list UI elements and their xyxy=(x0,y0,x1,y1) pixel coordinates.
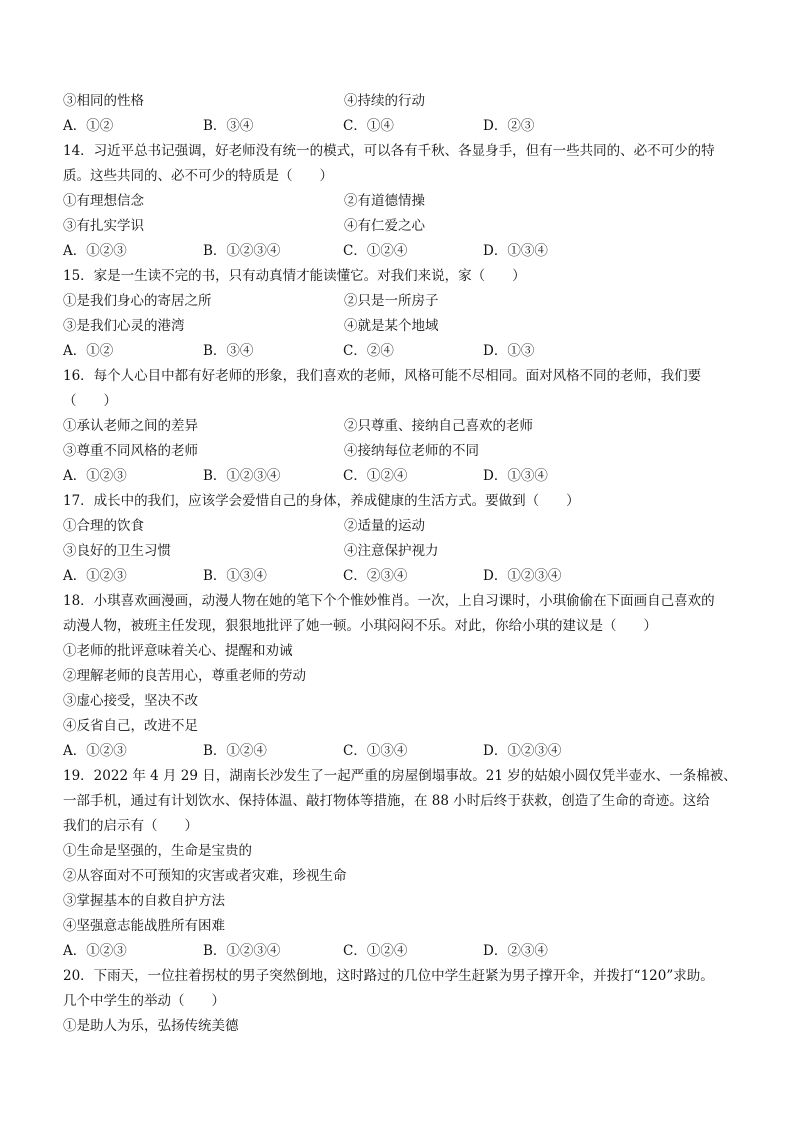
answer-choice-a: A．①② xyxy=(63,118,114,134)
answer-choice-d: D．①③④ xyxy=(483,243,548,259)
question-16-stem-line-1: 16．每个人心目中都有好老师的形象，我们喜欢的老师，风格可能不尽相同。面对风格不同的老师，我们要 xyxy=(63,368,702,384)
answer-row xyxy=(63,739,735,764)
option: ②只是一所房子 xyxy=(344,293,439,309)
answer-choice-a: A．①② xyxy=(63,343,114,359)
answer-choice-a: A．①②③ xyxy=(63,568,127,584)
question-15-stem: 15．家是一生读不完的书，只有动真情才能读懂它。对我们来说，家（ ） xyxy=(63,268,526,284)
answer-choice-d: D．①②③④ xyxy=(483,743,562,759)
option: ④有仁爱之心 xyxy=(344,218,425,234)
option-row xyxy=(63,189,735,214)
option: ④持续的行动 xyxy=(344,93,425,109)
answer-row xyxy=(63,939,735,964)
answer-choice-c: C．②④ xyxy=(343,343,394,359)
answer-choice-a: A．①②③ xyxy=(63,943,127,959)
answer-choice-c: C．①②④ xyxy=(343,468,408,484)
answer-choice-c: C．②③④ xyxy=(343,568,408,584)
answer-choice-c: C．①②④ xyxy=(343,943,408,959)
answer-row xyxy=(63,114,735,139)
question-18-stem-line-1: 18．小琪喜欢画漫画，动漫人物在她的笔下个个惟妙惟肖。一次，上自习课时，小琪偷偷在下面画自己喜欢的 xyxy=(63,593,715,609)
answer-choice-d: D．①②③④ xyxy=(483,568,562,584)
answer-choice-d: D．②③ xyxy=(483,118,535,134)
question-list xyxy=(63,89,735,1039)
option: ③相同的性格 xyxy=(63,93,144,109)
option-row xyxy=(63,214,735,239)
answer-choice-d: D．②③④ xyxy=(483,943,548,959)
option: ①生命是坚强的，生命是宝贵的 xyxy=(63,843,252,859)
answer-choice-b: B．①②④ xyxy=(203,743,267,759)
answer-choice-b: B．①②③④ xyxy=(203,468,281,484)
answer-choice-a: A．①②③ xyxy=(63,243,127,259)
option-row xyxy=(63,314,735,339)
answer-choice-b: B．①②③④ xyxy=(203,943,281,959)
question-14-stem-line-1: 14．习近平总书记强调，好老师没有统一的模式，可以各有千秋、各显身手，但有一些共同的、必不可少的特 xyxy=(63,143,715,159)
question-20-stem-line-1: 20．下雨天，一位拄着拐杖的男子突然倒地，这时路过的几位中学生赶紧为男子撑开伞，并拨打“120”求助。 xyxy=(63,968,714,984)
option: ①承认老师之间的差异 xyxy=(63,418,198,434)
answer-choice-b: B．①③④ xyxy=(203,568,267,584)
option: ②理解老师的良苦用心，尊重老师的劳动 xyxy=(63,668,306,684)
answer-choice-b: B．③④ xyxy=(203,343,254,359)
option: ①合理的饮食 xyxy=(63,518,144,534)
question-17-stem: 17．成长中的我们，应该学会爱惜自己的身体，养成健康的生活方式。要做到（ ） xyxy=(63,493,580,509)
answer-choice-b: B．③④ xyxy=(203,118,254,134)
option: ①有理想信念 xyxy=(63,193,144,209)
answer-choice-c: C．①②④ xyxy=(343,243,408,259)
option-row xyxy=(63,414,735,439)
option-row xyxy=(63,289,735,314)
answer-row xyxy=(63,339,735,364)
option: ③良好的卫生习惯 xyxy=(63,543,171,559)
question-19-stem-line-1: 19．2022 年 4 月 29 日，湖南长沙发生了一起严重的房屋倒塌事故。21 岁的姑娘小圆仅凭半壶水、一条棉被、 xyxy=(63,768,737,784)
option: ②从容面对不可预知的灾害或者灾难，珍视生命 xyxy=(63,868,347,884)
option: ③是我们心灵的港湾 xyxy=(63,318,185,334)
option: ②有道德情操 xyxy=(344,193,425,209)
answer-choice-c: C．①③④ xyxy=(343,743,408,759)
option: ④接纳每位老师的不同 xyxy=(344,443,479,459)
answer-choice-b: B．①②③④ xyxy=(203,243,281,259)
answer-choice-c: C．①④ xyxy=(343,118,394,134)
question-19-stem-line-3: 我们的启示有（ ） xyxy=(63,818,198,834)
question-14-stem-line-2: 质。这些共同的、必不可少的特质是（ ） xyxy=(63,168,333,184)
option: ③有扎实学识 xyxy=(63,218,144,234)
question-20-stem-line-2: 几个中学生的举动（ ） xyxy=(63,993,225,1009)
option: ③掌握基本的自救自护方法 xyxy=(63,893,225,909)
answer-choice-a: A．①②③ xyxy=(63,743,127,759)
question-19-stem-line-2: 一部手机，通过有计划饮水、保持体温、敲打物体等措施，在 88 小时后终于获救，创造了生命的奇迹。这给 xyxy=(63,793,710,809)
option: ③尊重不同风格的老师 xyxy=(63,443,198,459)
option: ①是助人为乐，弘扬传统美德 xyxy=(63,1018,239,1034)
option: ②只尊重、接纳自己喜欢的老师 xyxy=(344,418,533,434)
answer-row xyxy=(63,564,735,589)
question-18-stem-line-2: 动漫人物，被班主任发现，狠狠地批评了她一顿。小琪闷闷不乐。对此，你给小琪的建议是（ ） xyxy=(63,618,657,634)
option: ④就是某个地域 xyxy=(344,318,439,334)
answer-choice-a: A．①②③ xyxy=(63,468,127,484)
option-row xyxy=(63,539,735,564)
option: ①老师的批评意味着关心、提醒和劝诫 xyxy=(63,643,293,659)
answer-choice-d: D．①③④ xyxy=(483,468,548,484)
option: ④坚强意志能战胜所有困难 xyxy=(63,918,225,934)
option: ④反省自己，改进不足 xyxy=(63,718,198,734)
question-16-stem-line-2: （ ） xyxy=(63,393,117,409)
option: ②适量的运动 xyxy=(344,518,425,534)
option: ③虚心接受，坚决不改 xyxy=(63,693,198,709)
answer-choice-d: D．①③ xyxy=(483,343,535,359)
answer-row xyxy=(63,464,735,489)
option-row xyxy=(63,514,735,539)
answer-row xyxy=(63,239,735,264)
option-row xyxy=(63,89,735,114)
option: ①是我们身心的寄居之所 xyxy=(63,293,212,309)
option: ④注意保护视力 xyxy=(344,543,439,559)
option-row xyxy=(63,439,735,464)
